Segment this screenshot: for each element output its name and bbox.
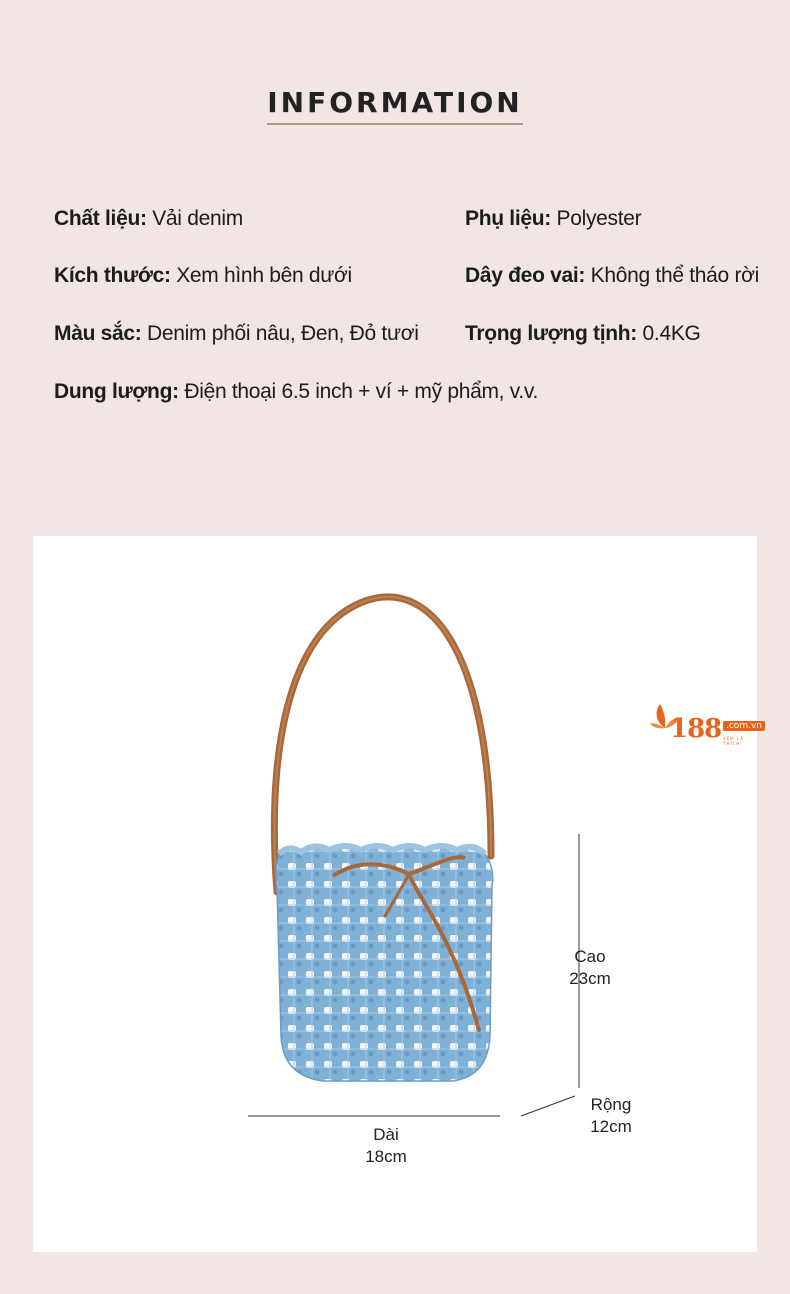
dim-length	[351, 1124, 421, 1168]
spec-capacity	[54, 380, 538, 404]
spec-size	[54, 264, 352, 288]
dim-width	[576, 1094, 646, 1138]
spec-label: Trọng lượng tịnh:	[465, 322, 637, 345]
brand-logo	[650, 700, 760, 750]
spec-value: Xem hình bên dưới	[170, 264, 352, 287]
spec-value: Polyester	[550, 207, 642, 230]
spec-strap	[465, 264, 759, 288]
spec-material	[54, 207, 243, 231]
dim-label: Dài	[373, 1125, 399, 1144]
product-photo	[33, 536, 762, 1252]
spec-label: Kích thước:	[54, 264, 171, 287]
width-line	[521, 1096, 575, 1116]
logo-tagline: XEM LÀ THÍCH	[723, 736, 745, 746]
dim-value: 18cm	[365, 1147, 407, 1166]
bag-body	[276, 846, 492, 1081]
spec-label: Chất liệu:	[54, 207, 147, 230]
spec-label: Phụ liệu:	[465, 207, 551, 230]
spec-value: Không thể tháo rời	[585, 264, 759, 287]
spec-color	[54, 322, 419, 346]
dim-value: 12cm	[590, 1117, 632, 1136]
spec-value: Điện thoại 6.5 inch + ví + mỹ phẩm, v.v.	[178, 380, 539, 403]
spec-value: Denim phối nâu, Đen, Đỏ tươi	[141, 322, 419, 345]
spec-label: Màu sắc:	[54, 322, 142, 345]
info-header	[0, 86, 790, 125]
dim-value: 23cm	[569, 969, 611, 988]
logo-domain: .com.vn	[723, 721, 765, 731]
spec-label: Dây đeo vai:	[465, 264, 586, 287]
logo-number: 188	[670, 714, 722, 744]
dim-height	[555, 946, 625, 990]
spec-accessory	[465, 207, 641, 231]
spec-weight	[465, 322, 701, 346]
spec-label: Dung lượng:	[54, 380, 179, 403]
spec-value: Vải denim	[146, 207, 243, 230]
dim-label: Rộng	[590, 1095, 632, 1114]
spec-value: 0.4KG	[637, 322, 701, 345]
page-title: INFORMATION	[267, 86, 522, 125]
dim-label: Cao	[574, 947, 606, 966]
